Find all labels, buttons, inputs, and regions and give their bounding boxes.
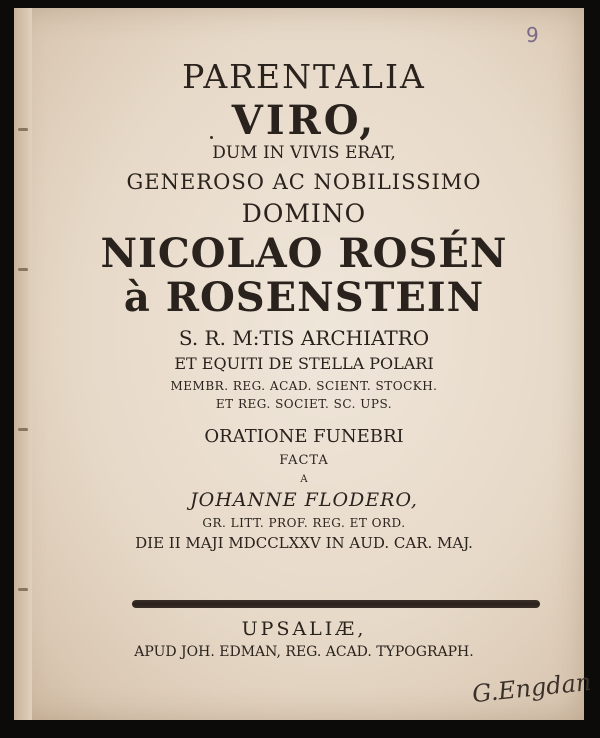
title-line-equiti: ET EQUITI DE STELLA POLARI <box>174 354 434 373</box>
title-line-societ: ET REG. SOCIET. SC. UPS. <box>215 397 393 411</box>
title-line-professor: GR. LITT. PROF. REG. ET ORD. <box>202 516 406 530</box>
handwritten-signature: G.Engdan <box>470 667 593 709</box>
title-line-facta: FACTA <box>279 453 329 468</box>
divider-rule <box>132 600 540 608</box>
title-line-membr: MEMBR. REG. ACAD. SCIENT. STOCKH. <box>170 379 438 393</box>
stitch-mark <box>18 428 28 431</box>
imprint-printer: APUD JOH. EDMAN, REG. ACAD. TYPOGRAPH. <box>134 644 474 660</box>
binding-spine <box>14 8 32 720</box>
title-line-parentalia: PARENTALIA <box>182 57 426 96</box>
stitch-mark <box>18 588 28 591</box>
title-line-archiatro: S. R. M:TIS ARCHIATRO <box>178 326 430 350</box>
title-line-author: JOHANNE FLODERO, <box>190 489 418 511</box>
imprint-place: UPSALIÆ, <box>241 618 367 640</box>
title-line-rosenstein: à ROSENSTEIN <box>123 274 485 321</box>
title-line-domino: DOMINO <box>241 199 367 228</box>
title-line-dum-in-vivis: DUM IN VIVIS ERAT, <box>212 143 396 163</box>
pencil-page-number: 9 <box>526 23 539 47</box>
stitch-mark <box>18 268 28 271</box>
title-line-date: DIE II MAJI MDCCLXXV IN AUD. CAR. MAJ. <box>135 534 473 552</box>
title-line-a: A <box>300 474 308 485</box>
title-line-viro: VIRO, <box>231 97 377 144</box>
title-line-nicolao-rosen: NICOLAO ROSÉN <box>100 230 508 277</box>
title-page <box>14 8 593 720</box>
stitch-mark <box>18 128 28 131</box>
title-block <box>44 57 564 552</box>
title-line-generoso: GENEROSO AC NOBILISSIMO <box>126 170 482 194</box>
title-line-oratione: ORATIONE FUNEBRI <box>204 426 404 447</box>
